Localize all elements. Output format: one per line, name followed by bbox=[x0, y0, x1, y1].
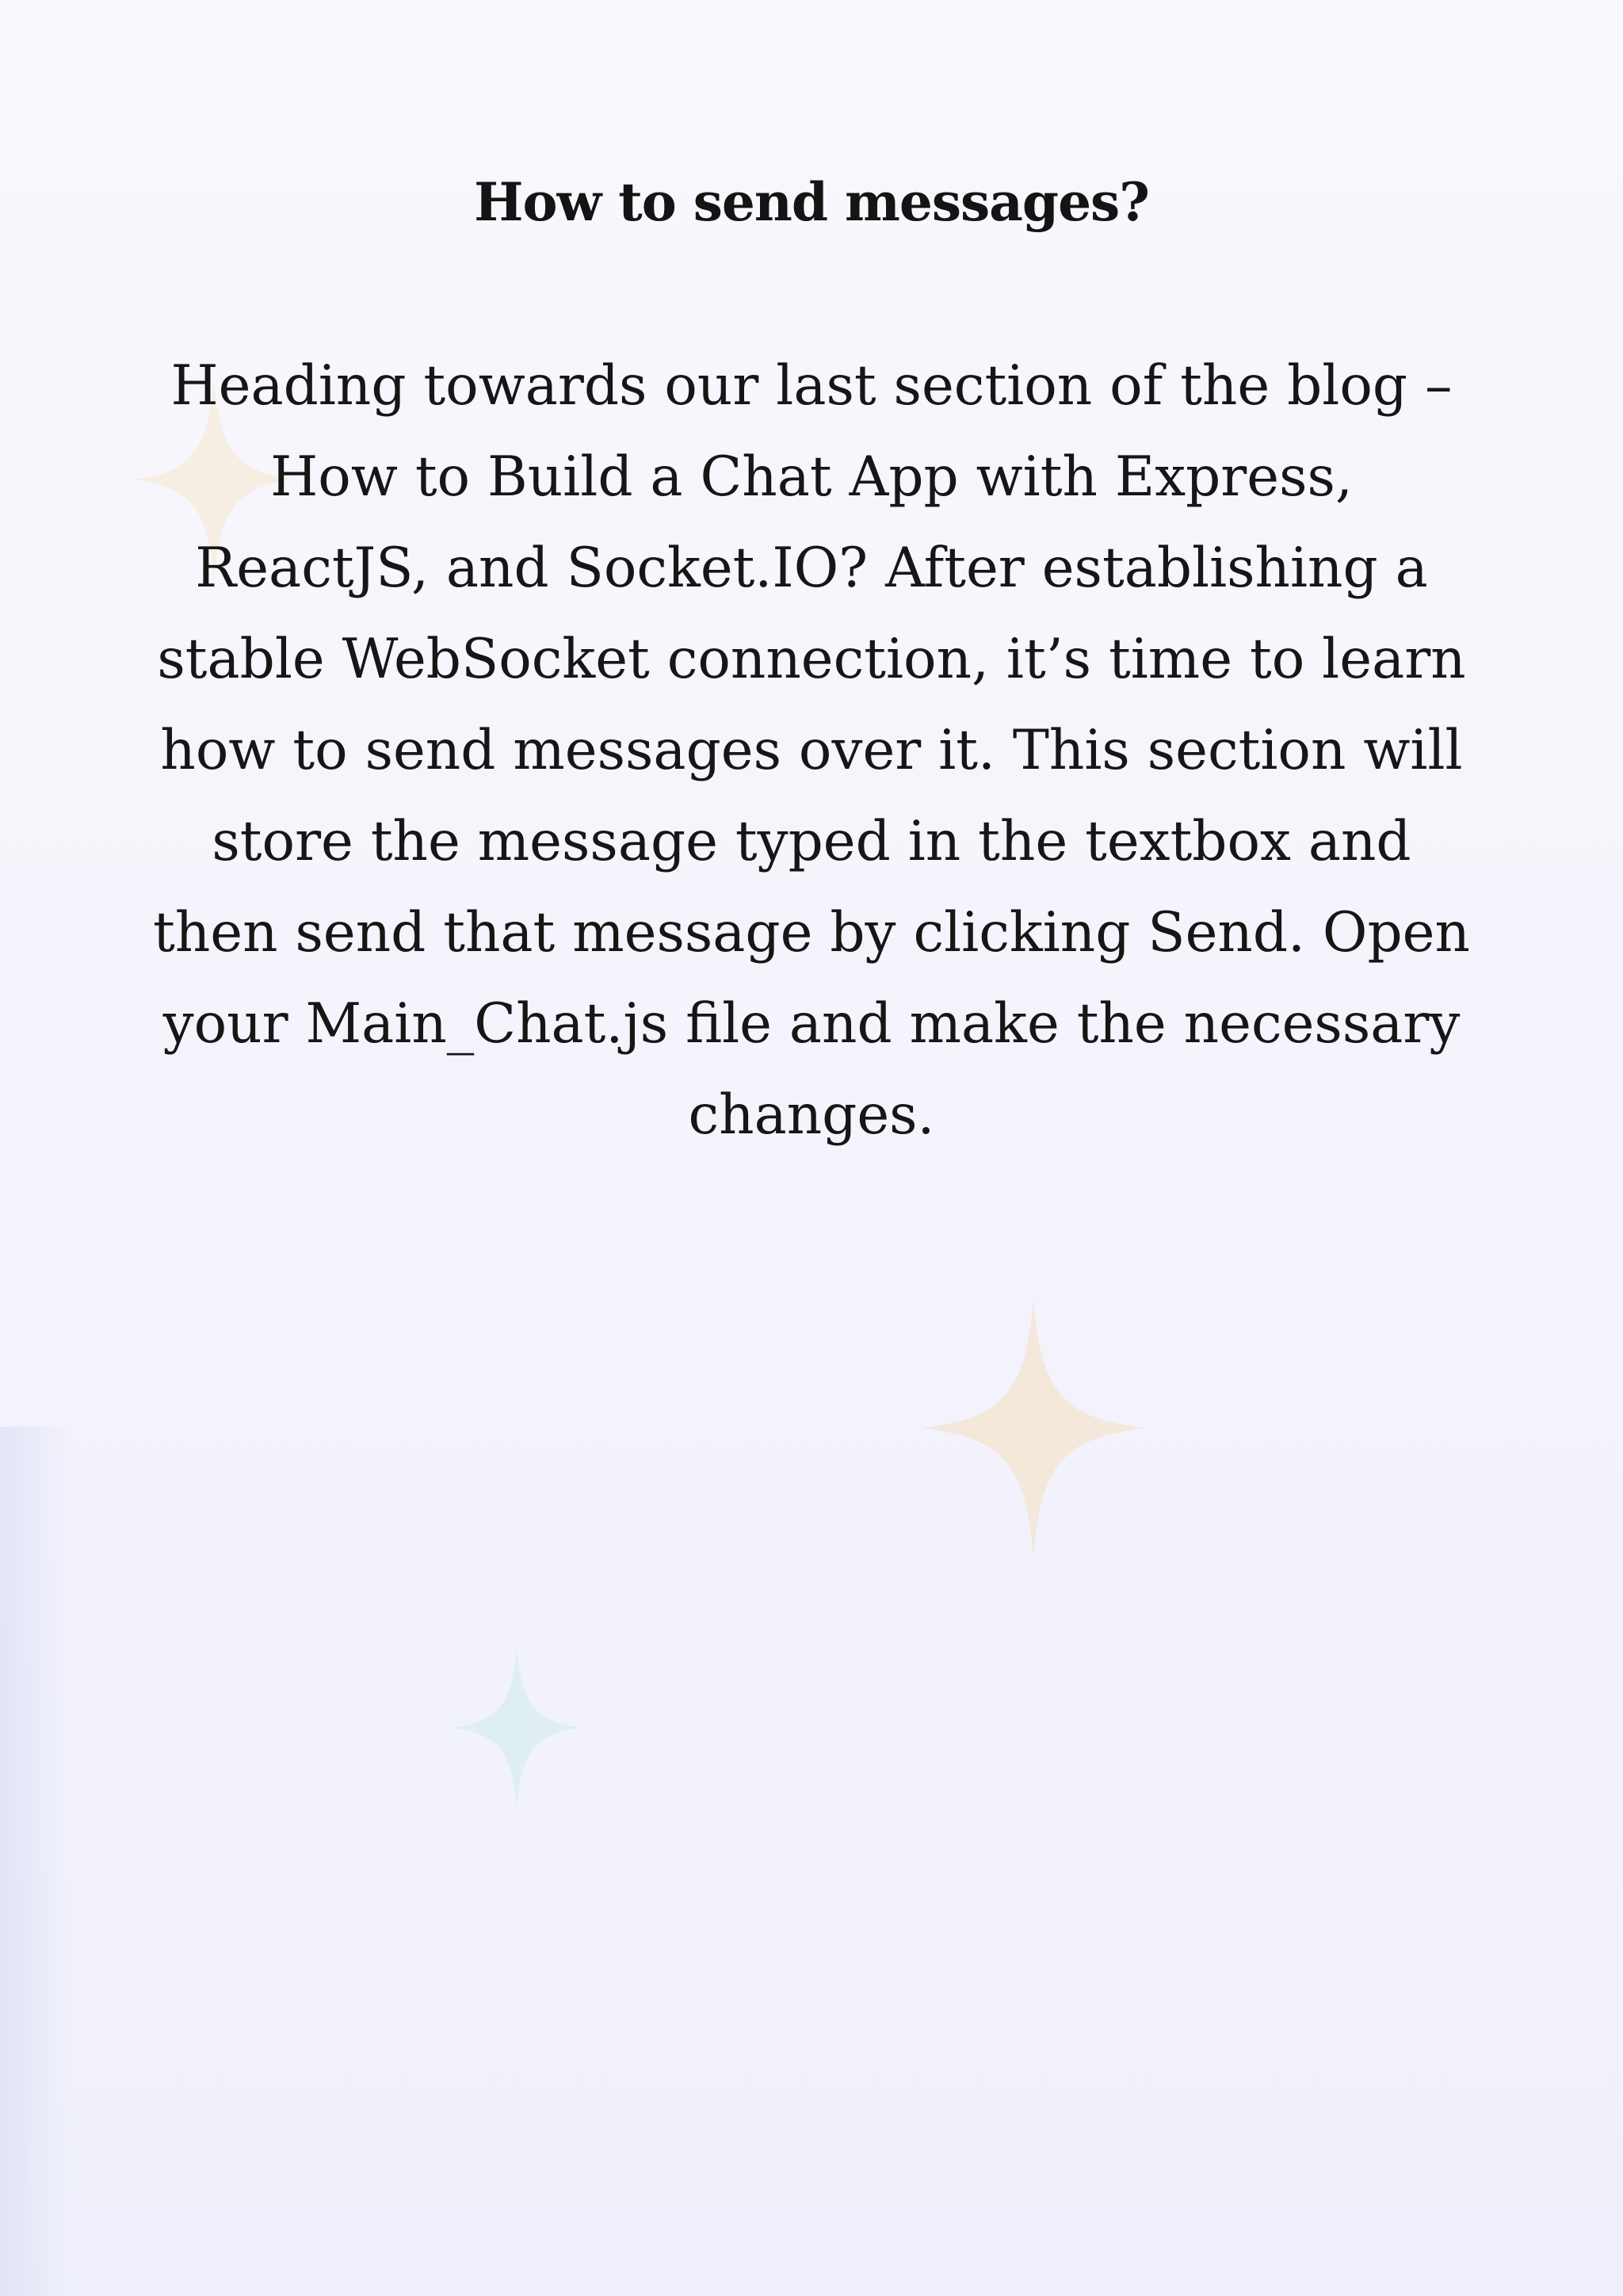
sparkle-icon bbox=[453, 1648, 580, 1807]
sparkle-icon bbox=[921, 1300, 1146, 1557]
background-shade bbox=[0, 1427, 71, 2296]
section-title: How to send messages? bbox=[474, 171, 1149, 233]
body-paragraph: Heading towards our last section of the blog – How to Build a Chat App with Express, ReactJS, and Socket.IO? After establishing a stable WebSocket connection, it’s time to learn how to send messages over it. This section will store the message typed in the textbox and then send that message by clicking Send. Open your Main_Chat.js file and make the necessary changes. bbox=[153, 354, 1470, 1147]
